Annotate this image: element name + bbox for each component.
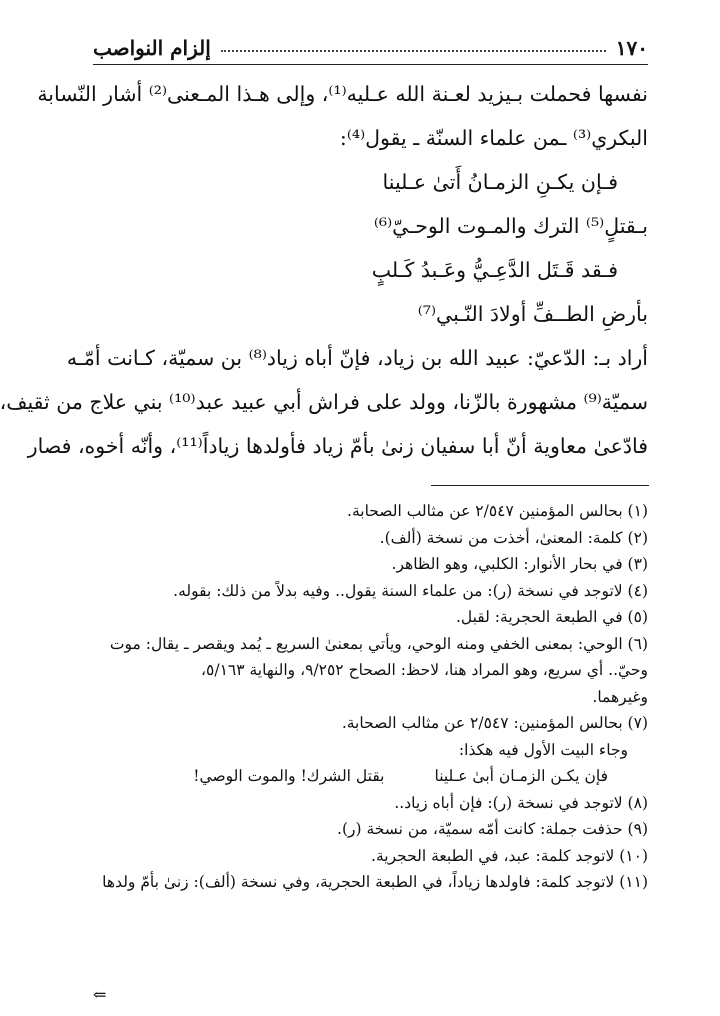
footnote: (١١) لاتوجد كلمة: فاولدها زياداً، في الطبعة الحجرية، وفي نسخة (ألف): زنىٰ بأمّ ولدها [102, 873, 648, 891]
footnote: (٣) في بحار الأنوار: الكلبي، وهو الظاهر. [391, 555, 648, 573]
body-line: أراد بـ: الدّعيّ: عبيد الله بن زياد، فإنّ أباه زياد⁽⁸⁾ بن سميّة، كـانت أمّـه [66, 346, 648, 370]
poem-line: فـقد قَـتَل الدَّعِـيُّ وعَـبدُ كَـلبٍ [371, 258, 618, 282]
footnote: (٦) الوحي: بمعنى الخفي ومنه الوحي، ويأتي بمعنىٰ السريع ـ يُمد ويقصر ـ يقال: موت [109, 634, 648, 653]
poem-line: فـإن يكـنِ الزمـانُ أَتىٰ عـلينا [382, 170, 618, 194]
header-dot-leader [221, 50, 606, 52]
footnote: (١) بحالس المؤمنين ٢/٥٤٧ عن مثالب الصحابة. [347, 502, 648, 520]
footnote: (٩) حذفت جملة: كانت أمّه سميّة، من نسخة (ر). [337, 820, 648, 838]
verse-hemistich: فإن يكـن الزمـان أبىٰ عـلينا [434, 767, 608, 785]
footnote: (٥) في الطبعة الحجرية: لقبل. [455, 608, 648, 626]
poem-line: بـقتلٍ⁽⁵⁾ الترك والمـوت الوحـيّ⁽⁶⁾ [373, 214, 648, 238]
footnote: (٨) لاتوجد في نسخة (ر): فإن أباه زياد.. [394, 793, 648, 812]
footnote-continuation: وجاء البيت الأول فيه هكذا: [458, 740, 628, 759]
continuation-arrow-icon: ⇐ [93, 985, 107, 1004]
body-line: سميّة⁽⁹⁾ مشهورة بالزّنا، وولد على فراش أبي عبيد عبد⁽¹⁰⁾ بني علاج من ثقيف، [0, 390, 648, 414]
footnote-verse [93, 763, 648, 790]
page-header [93, 28, 648, 65]
footnote-separator [431, 485, 649, 486]
footnote-continuation: وغيرهما. [592, 687, 648, 706]
body-line: نفسها فحملت بـيزيد لعـنة الله عـليه⁽¹⁾، وإلى هـذا المـعنى⁽²⁾ أشار النّسابة [37, 82, 648, 106]
footnotes [93, 498, 648, 896]
main-text [0, 72, 648, 468]
footnote: (٧) بحالس المؤمنين: ٢/٥٤٧ عن مثالب الصحابة. [341, 714, 648, 732]
footnote: (٤) لاتوجد في نسخة (ر): من علماء السنة يقول.. وفيه بدلاً من ذلك: بقوله. [173, 581, 648, 600]
page-number: ١٧٠ [615, 36, 648, 60]
running-title: إلزام النواصب [93, 36, 211, 60]
body-line: البكري⁽³⁾ ـمن علماء السنّة ـ يقول⁽⁴⁾: [339, 126, 648, 150]
footnote: (٢) كلمة: المعنىٰ، أخذت من نسخة (ألف). [379, 528, 648, 547]
body-line: فادّعىٰ معاوية أنّ أبا سفيان زنىٰ بأمّ زياد فأولدها زياداً⁽¹¹⁾، وأنّه أخوه، فصار [27, 434, 648, 458]
footnote: (١٠) لاتوجد كلمة: عبد، في الطبعة الحجرية. [371, 846, 648, 865]
footnote-continuation: وحيّ.. أي سريع، وهو المراد هنا، لاحظ: الصحاح ٩/٢٥٢، والنهاية ٥/١٦٣، [201, 661, 648, 679]
verse-hemistich: بقتل الشرك! والموت الوصي! [193, 767, 385, 785]
poem-line: بأرضِ الطــفِّ أولادَ النّـبي⁽⁷⁾ [417, 302, 648, 326]
